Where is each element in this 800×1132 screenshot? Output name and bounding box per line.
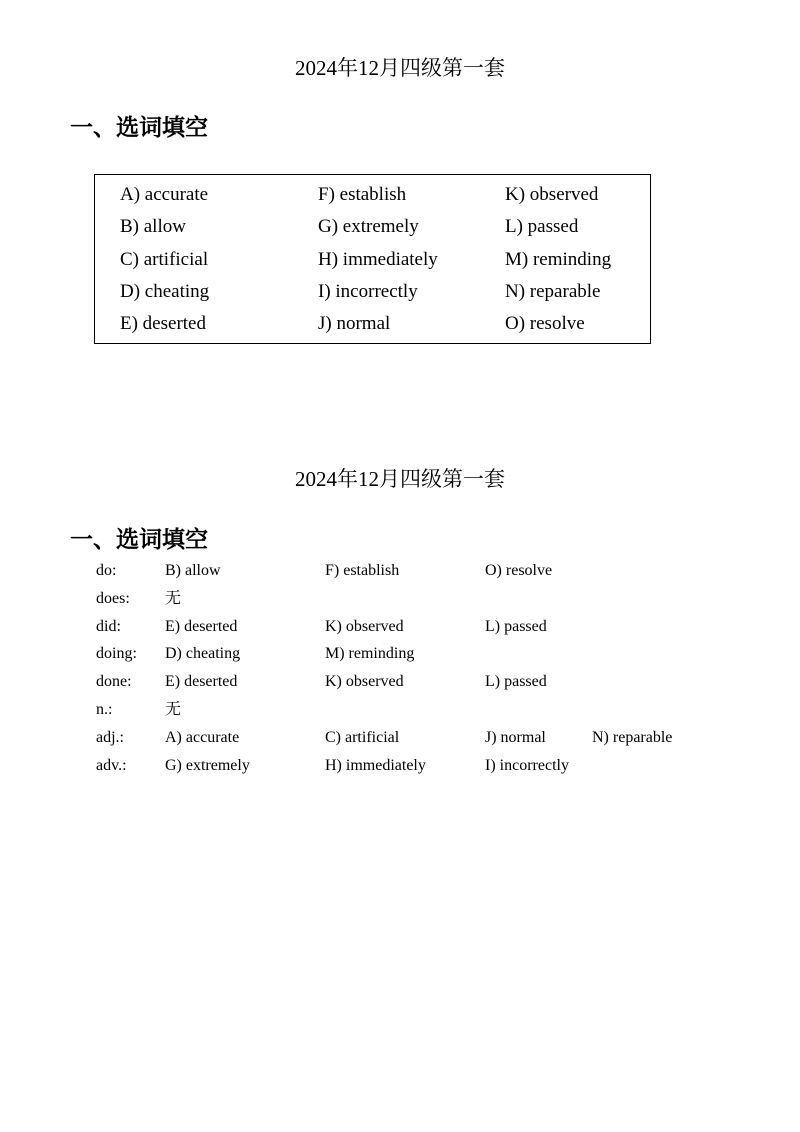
word-form-label: did: bbox=[96, 617, 121, 635]
classified-word: G) extremely bbox=[165, 756, 250, 774]
word-option: E) deserted bbox=[120, 313, 206, 335]
classification-row bbox=[0, 730, 800, 758]
word-option: N) reparable bbox=[505, 280, 601, 302]
classified-word: K) observed bbox=[325, 673, 404, 691]
classified-word: O) resolve bbox=[485, 562, 553, 579]
classified-word: L) passed bbox=[485, 617, 547, 635]
word-bank-column bbox=[318, 185, 438, 346]
word-option: C) artificial bbox=[120, 248, 209, 270]
word-option: J) normal bbox=[318, 313, 391, 335]
section-heading-repeat: 一、选词填空 bbox=[70, 527, 208, 552]
classified-word: A) accurate bbox=[165, 728, 240, 746]
classified-word: E) deserted bbox=[165, 617, 238, 635]
word-bank-column bbox=[505, 185, 611, 346]
word-option: A) accurate bbox=[120, 184, 209, 205]
word-option: F) establish bbox=[318, 184, 407, 205]
word-option: B) allow bbox=[120, 216, 186, 238]
classified-word: M) reminding bbox=[325, 645, 415, 663]
classification-row bbox=[0, 619, 800, 647]
classified-word: K) observed bbox=[325, 617, 404, 635]
page-title: 2024年12月四级第一套 bbox=[295, 56, 505, 80]
word-form-label: adj.: bbox=[96, 728, 124, 746]
classification-row bbox=[0, 758, 800, 786]
classification-row bbox=[0, 563, 800, 591]
word-option: M) reminding bbox=[505, 248, 612, 270]
classification-row bbox=[0, 674, 800, 702]
word-option: G) extremely bbox=[318, 216, 419, 238]
classified-word: E) deserted bbox=[165, 673, 238, 691]
word-form-label: do: bbox=[96, 562, 117, 579]
classified-word: N) reparable bbox=[592, 728, 673, 746]
word-option: L) passed bbox=[505, 216, 579, 238]
classified-word: F) establish bbox=[325, 562, 400, 579]
word-classification-table bbox=[0, 563, 800, 785]
classified-word: L) passed bbox=[485, 673, 547, 691]
classified-word: C) artificial bbox=[325, 728, 400, 746]
classified-word: J) normal bbox=[485, 728, 546, 746]
classification-row bbox=[0, 591, 800, 619]
word-form-label: adv.: bbox=[96, 756, 127, 774]
word-form-label: done: bbox=[96, 673, 132, 691]
classification-row bbox=[0, 646, 800, 674]
classified-word: 无 bbox=[165, 589, 182, 607]
classified-word: I) incorrectly bbox=[485, 756, 569, 774]
section-heading: 一、选词填空 bbox=[70, 115, 208, 140]
classification-row bbox=[0, 702, 800, 730]
classified-word: 无 bbox=[165, 700, 182, 718]
word-option: O) resolve bbox=[505, 313, 585, 335]
word-form-label: n.: bbox=[96, 700, 113, 718]
word-form-label: does: bbox=[96, 589, 130, 607]
word-bank-column bbox=[120, 185, 209, 346]
word-form-label: doing: bbox=[96, 645, 137, 663]
word-bank-box bbox=[94, 174, 651, 344]
word-option: D) cheating bbox=[120, 280, 210, 302]
classified-word: H) immediately bbox=[325, 756, 426, 774]
classified-word: D) cheating bbox=[165, 645, 241, 663]
classified-word: B) allow bbox=[165, 562, 221, 579]
word-option: I) incorrectly bbox=[318, 280, 418, 302]
word-option: H) immediately bbox=[318, 248, 438, 270]
page-title-repeat: 2024年12月四级第一套 bbox=[295, 467, 505, 491]
word-option: K) observed bbox=[505, 184, 599, 205]
